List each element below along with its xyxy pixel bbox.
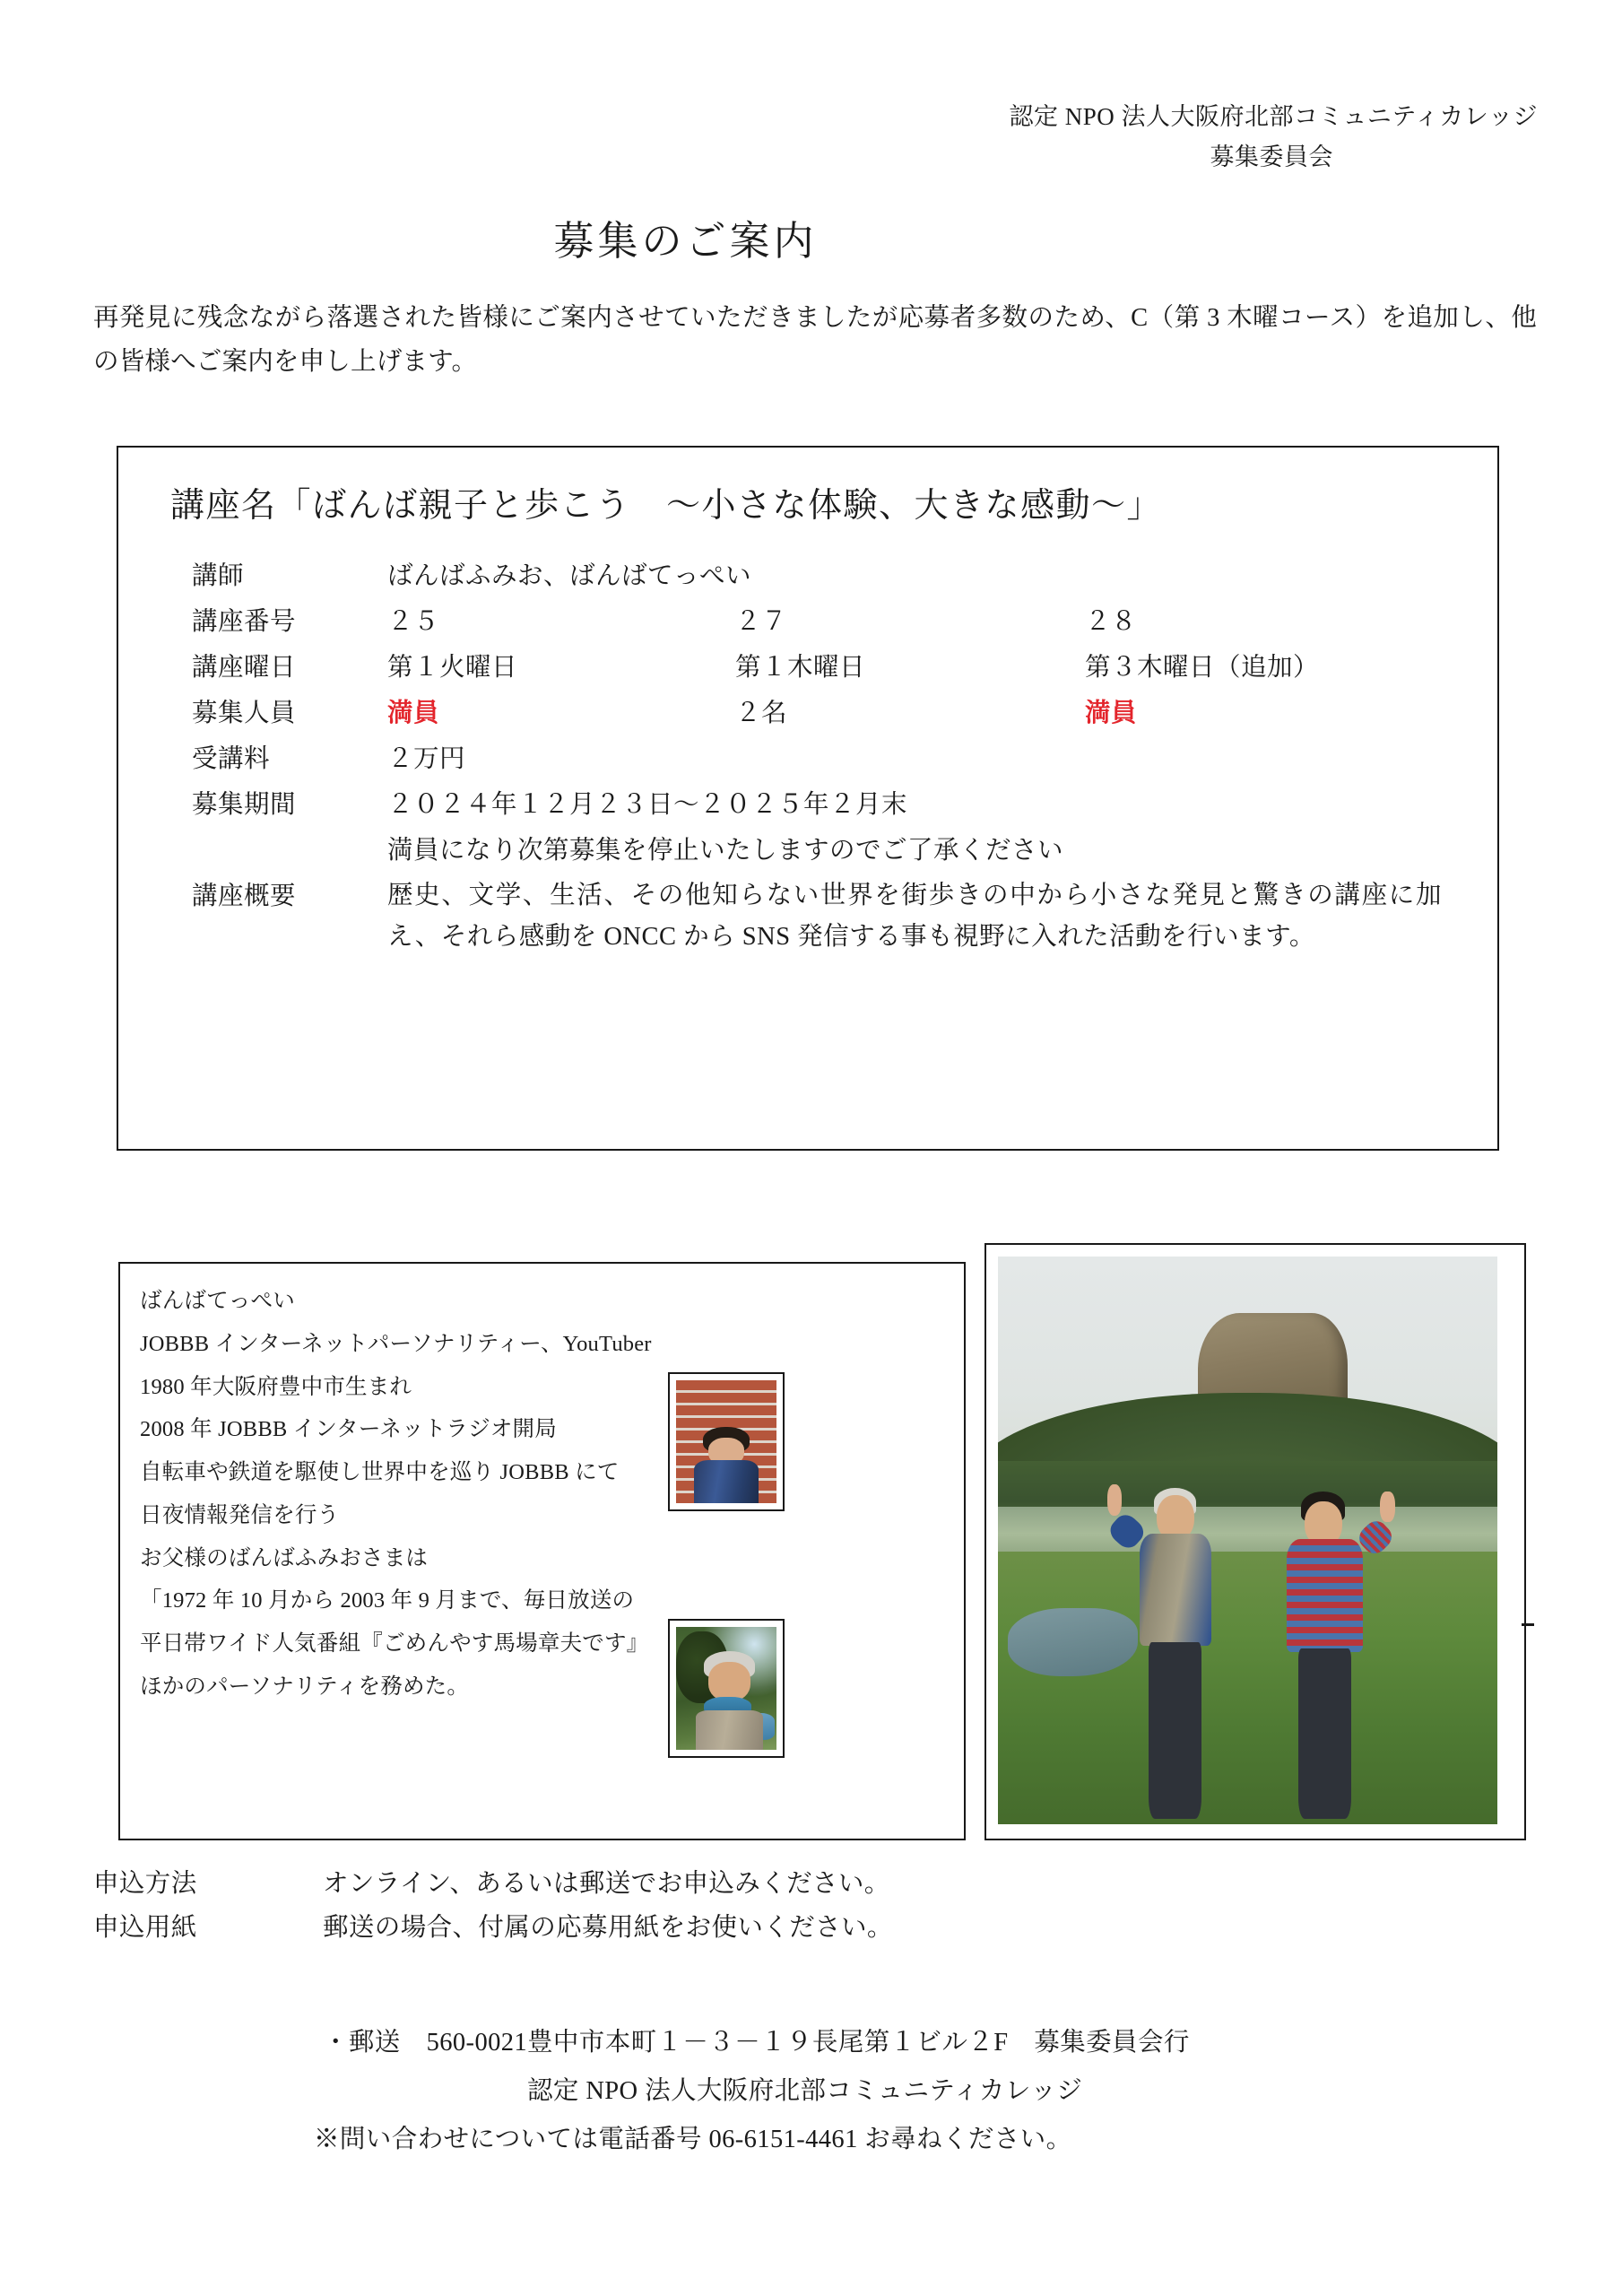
row-instructor — [163, 555, 1481, 601]
waving-hand-shape — [1380, 1492, 1395, 1522]
org-name-line1: 認定 NPO 法人大阪府北部コミュニティカレッジ — [1009, 103, 1538, 130]
phone-inquiry-note: ※問い合わせについては電話番号 06-6151-4461 お尋ねください。 — [314, 2126, 1072, 2153]
outline-label: 講座概要 — [192, 883, 297, 910]
capacity-col2: ２名 — [735, 700, 788, 727]
profile-line-6: お父様のばんばふみおさまは — [140, 1545, 429, 1570]
capacity-col3-status-badge: 満員 — [1085, 700, 1138, 727]
sigiriya-photo-image — [998, 1257, 1497, 1824]
portrait-teppei-image — [676, 1380, 776, 1503]
vest-shape — [1140, 1534, 1211, 1647]
person-figure-elderly-man — [1128, 1466, 1223, 1818]
instructor-label: 講師 — [192, 562, 245, 590]
portrait-photo-fumio — [668, 1619, 785, 1758]
profile-line-0: ばんばてっぺい — [140, 1289, 295, 1313]
course-info-box — [117, 446, 1499, 1151]
photo-box-edge-tick — [1522, 1623, 1534, 1626]
face-shape — [708, 1662, 750, 1701]
person-figure — [694, 1651, 764, 1750]
page-title: 募集のご案内 — [553, 219, 818, 264]
application-method-label: 申込方法 — [93, 1870, 197, 1898]
course-number-label: 講座番号 — [192, 608, 297, 636]
row-capacity — [163, 692, 1481, 738]
jacket-shape — [694, 1460, 759, 1503]
row-fee — [163, 738, 1481, 784]
capacity-col1-status-badge: 満員 — [387, 700, 440, 727]
application-form-value: 郵送の場合、付属の応募用紙をお使いください。 — [323, 1914, 893, 1942]
trousers-shape — [1298, 1648, 1351, 1819]
course-number-col3: ２８ — [1085, 608, 1138, 636]
profile-line-7: 「1972 年 10 月から 2003 年 9 月まで、毎日放送の — [140, 1588, 635, 1613]
profile-line-8: 平日帯ワイド人気番組『ごめんやす馬場章夫です』 — [140, 1631, 649, 1657]
waving-hand-shape — [1107, 1484, 1123, 1516]
course-title: 講座名「ばんば親子と歩こう 〜小さな体験、大きな感動〜」 — [170, 487, 1163, 525]
portrait-photo-teppei — [668, 1372, 785, 1511]
intro-paragraph: 再発見に残念ながら落選された皆様にご案内させていただきましたが応募者多数のため、C（第 3 木曜コース）を追加し、他の皆様へご案内を申し上げます。 — [93, 304, 1537, 377]
profile-line-2: 1980 年大阪府豊中市生まれ — [140, 1374, 412, 1399]
organization-name: 認定 NPO 法人大阪府北部コミュニティカレッジ — [527, 2077, 1083, 2105]
outline-value: 歴史、文学、生活、その他知らない世界を街歩きの中から小さな発見と驚きの講座に加え、それら感動を ONCC から SNS 発信する事も視野に入れた活動を行います。 — [387, 882, 1442, 952]
main-photo-box — [984, 1243, 1526, 1840]
profile-line-5: 日夜情報発信を行う — [140, 1502, 340, 1527]
period-label: 募集期間 — [192, 791, 297, 819]
fee-label: 受講料 — [192, 745, 271, 773]
period-note: 満員になり次第募集を停止いたしますのでご了承ください — [387, 837, 1064, 865]
period-value: ２０２４年１２月２３日〜２０２５年２月末 — [387, 791, 908, 819]
instructor-value: ばんばふみお、ばんばてっぺい — [387, 562, 752, 590]
person-figure — [694, 1427, 759, 1503]
course-detail-rows — [163, 555, 1481, 952]
profile-line-1: JOBBB インターネットパーソナリティー、YouTuber — [140, 1331, 652, 1356]
row-course-number — [163, 601, 1481, 647]
capacity-label: 募集人員 — [192, 700, 297, 727]
trousers-shape — [1149, 1642, 1201, 1818]
postal-address: 豊中市本町１－３－１９長尾第１ビル２F 募集委員会行 — [527, 2029, 1190, 2057]
fee-value: ２万円 — [387, 745, 466, 773]
weekday-col2: 第１木曜日 — [735, 654, 866, 682]
portrait-fumio-image — [676, 1627, 776, 1750]
instructor-profile-box — [118, 1262, 966, 1840]
person-figure-young-man — [1278, 1478, 1373, 1819]
application-method-value: オンライン、あるいは郵送でお申込みください。 — [323, 1870, 890, 1898]
mail-label: ・郵送 560-0021 — [323, 2029, 528, 2057]
row-period — [163, 784, 1481, 830]
weekday-label: 講座曜日 — [192, 654, 297, 682]
application-form-label: 申込用紙 — [93, 1914, 197, 1942]
weekday-col1: 第１火曜日 — [387, 654, 518, 682]
profile-line-9: ほかのパーソナリティを務めた。 — [140, 1674, 470, 1699]
row-weekday — [163, 647, 1481, 692]
organization-header — [0, 97, 1538, 177]
pond-shape — [1008, 1608, 1138, 1676]
grass-field-region — [998, 1552, 1497, 1824]
profile-line-3: 2008 年 JOBBB インターネットラジオ開局 — [140, 1417, 557, 1442]
row-period-note — [163, 830, 1481, 875]
profile-line-4: 自転車や鉄道を駆使し世界中を巡り JOBBB にて — [140, 1460, 620, 1485]
org-name-line2: 募集委員会 — [1210, 143, 1333, 170]
course-number-col2: ２７ — [735, 608, 788, 636]
course-number-col1: ２５ — [387, 608, 440, 636]
vest-shape — [696, 1710, 763, 1750]
striped-shirt-shape — [1287, 1539, 1363, 1651]
weekday-col3: 第３木曜日（追加） — [1085, 654, 1320, 682]
